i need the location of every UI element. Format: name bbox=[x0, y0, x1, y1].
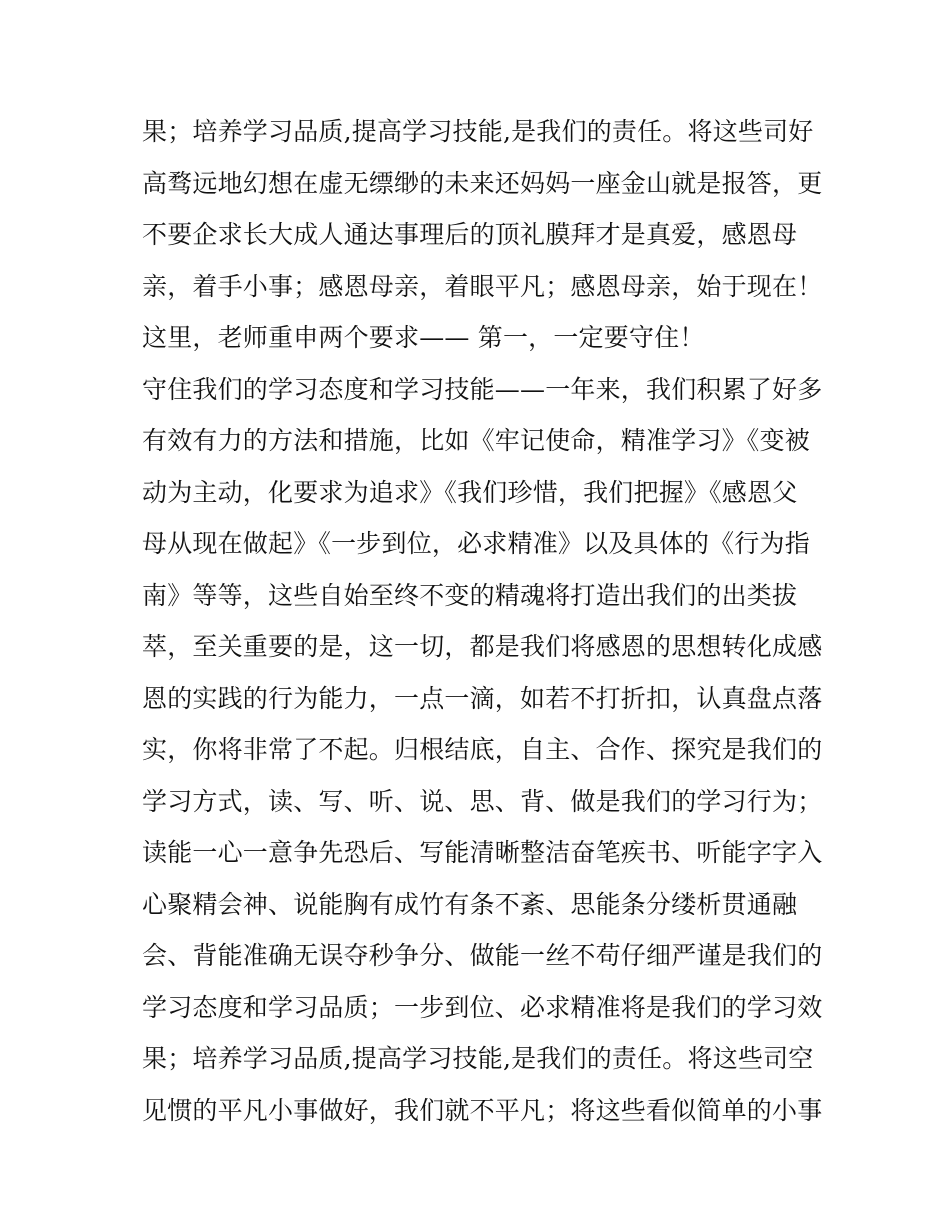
text-line: 读能一心一意争先恐后、写能清晰整洁奋笔疾书、听能字字入 bbox=[142, 838, 823, 867]
text-line: 亲，着手小事；感恩母亲，着眼平凡；感恩母亲，始于现在！ bbox=[142, 271, 823, 301]
text-line: 守住我们的学习态度和学习技能——一年来，我们积累了好多 bbox=[142, 374, 823, 404]
text-line: 会、背能准确无误夺秒争分、做能一丝不苟仔细严谨是我们的 bbox=[142, 941, 823, 970]
text-line: 见惯的平凡小事做好，我们就不平凡；将这些看似简单的小事 bbox=[142, 1095, 823, 1125]
text-line: 果；培养学习品质,提高学习技能,是我们的责任。将这些司空 bbox=[142, 1044, 814, 1073]
text-line: 心聚精会神、说能胸有成竹有条不紊、思能条分缕析贯通融 bbox=[142, 889, 798, 919]
text-line: 实，你将非常了不起。归根结底，自主、合作、探究是我们的 bbox=[142, 735, 823, 764]
text-line: 南》等等，这些自始至终不变的精魂将打造出我们的出类拔 bbox=[142, 580, 798, 610]
text-line: 学习方式，读、写、听、说、思、背、做是我们的学习行为； bbox=[142, 786, 823, 816]
text-line: 不要企求长大成人通达事理后的顶礼膜拜才是真爱，感恩母 bbox=[142, 220, 798, 249]
text-line: 高骛远地幻想在虚无缥缈的未来还妈妈一座金山就是报答，更 bbox=[142, 168, 823, 198]
text-line: 母从现在做起》《一步到位，必求精准》以及具体的《行为指 bbox=[142, 529, 810, 558]
text-line: 动为主动，化要求为追求》《我们珍惜，我们把握》《感恩父 bbox=[142, 477, 798, 507]
text-line: 恩的实践的行为能力，一点一滴，如若不打折扣，认真盘点落 bbox=[142, 683, 823, 713]
text-line: 萃，至关重要的是，这一切，都是我们将感恩的思想转化成感 bbox=[142, 632, 823, 661]
text-line: 有效有力的方法和措施，比如《牢记使命，精准学习》《变被 bbox=[142, 426, 810, 455]
text-line: 果；培养学习品质,提高学习技能,是我们的责任。将这些司好 bbox=[142, 117, 814, 146]
text-line: 学习态度和学习品质；一步到位、必求精准将是我们的学习效 bbox=[142, 992, 823, 1022]
text-line: 这里，老师重申两个要求—— 第一，一定要守住！ bbox=[142, 323, 705, 352]
body-text bbox=[142, 106, 822, 1136]
